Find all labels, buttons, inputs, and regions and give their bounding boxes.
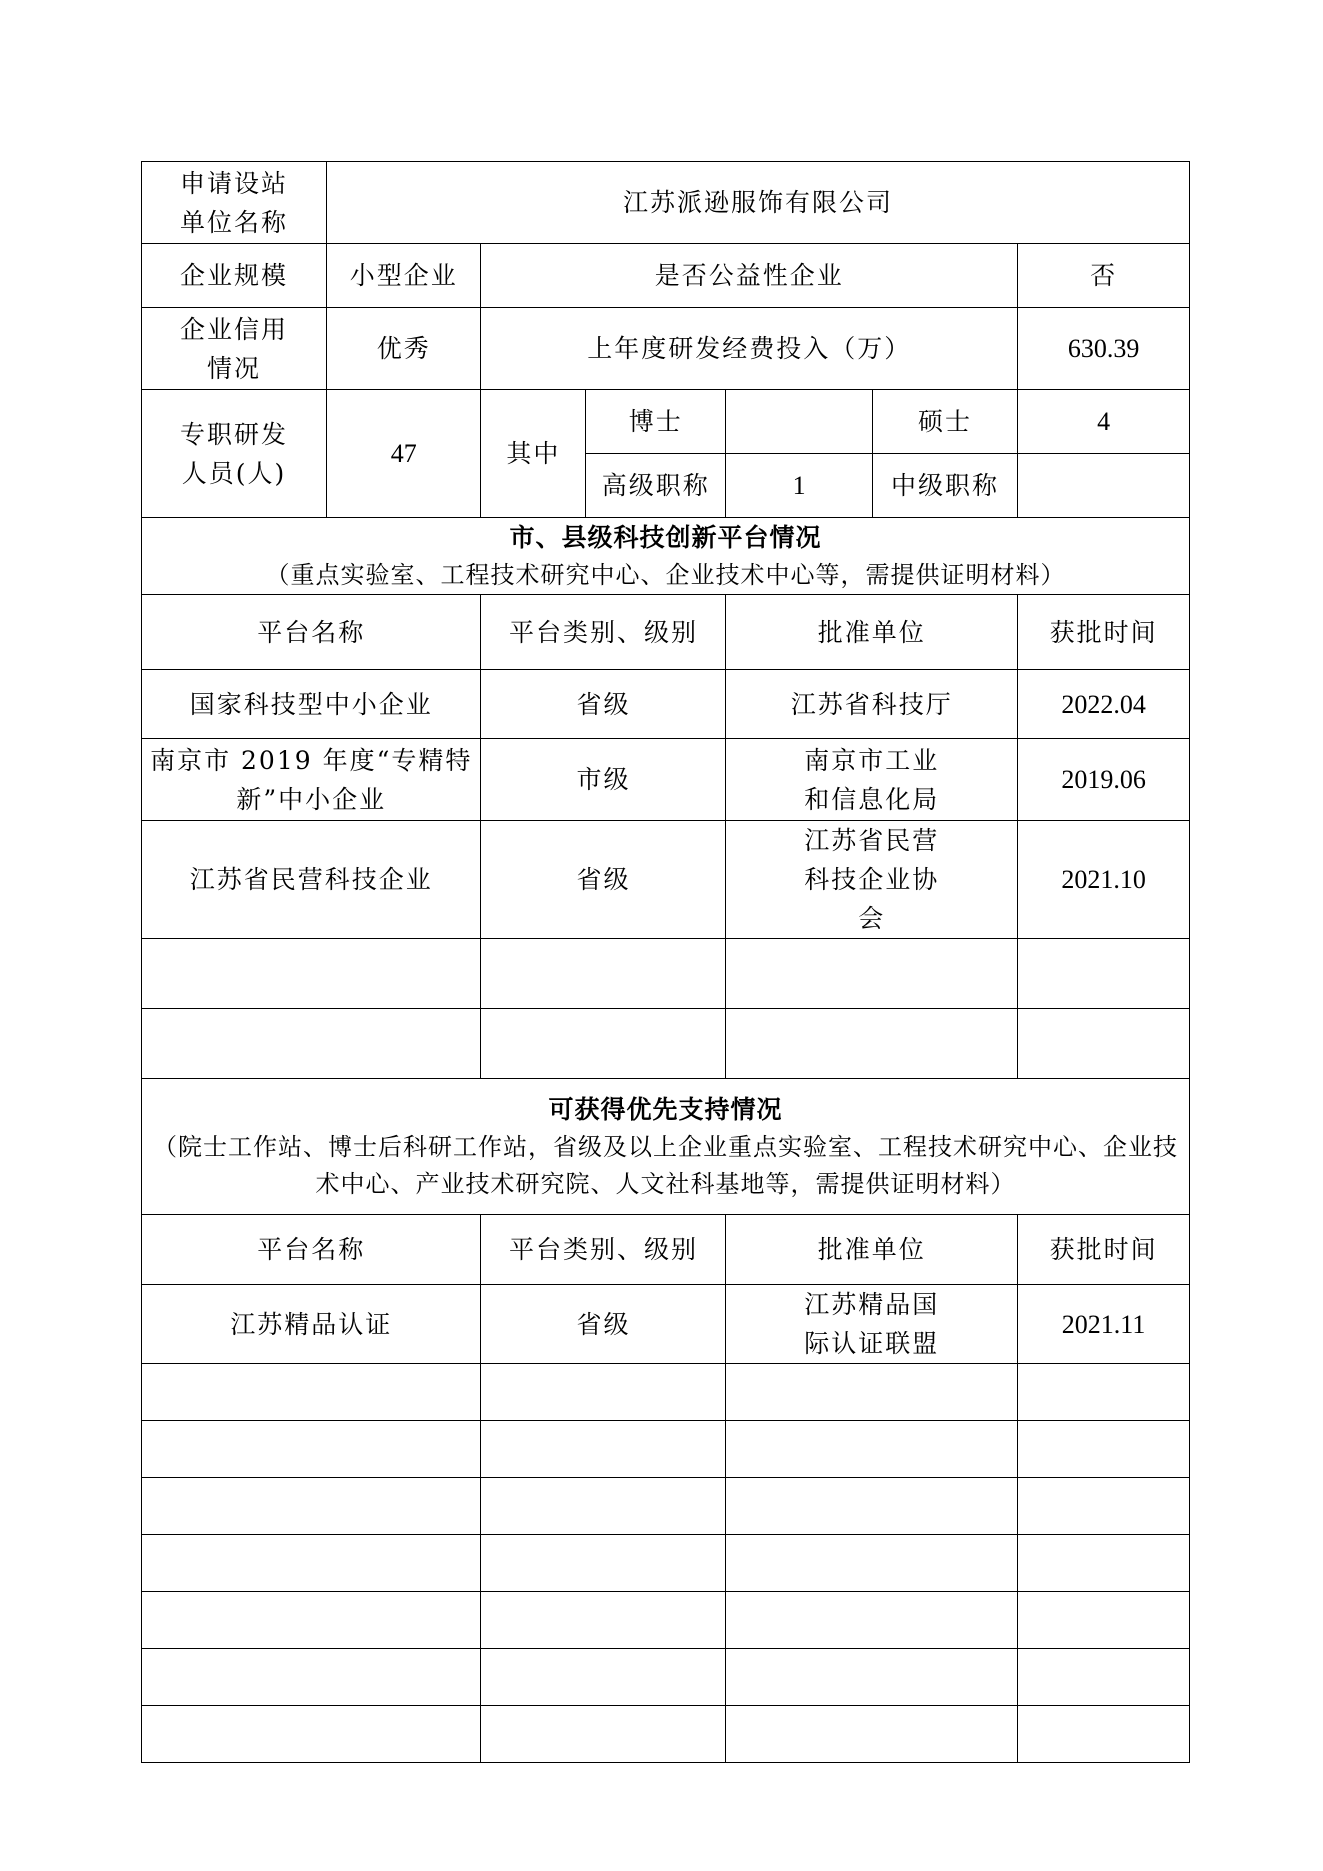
scale-label: 企业规模 [142,244,327,308]
s2-r2-category [481,1364,726,1421]
application-form [141,161,1190,1763]
section2-row [142,1535,1190,1592]
s1-r1-name: 国家科技型中小企业 [142,670,481,739]
row-scale [142,244,1190,308]
s2-r1-category: 省级 [481,1285,726,1364]
s2-r7-name [142,1649,481,1706]
s2-r5-name [142,1535,481,1592]
section1-header [142,518,1190,595]
section2-col-approver: 批准单位 [726,1215,1018,1285]
section1-row [142,1009,1190,1079]
section2-row [142,1706,1190,1763]
section1-header-cell [142,518,1190,595]
s1-r5-category [481,1009,726,1079]
section2-col-name: 平台名称 [142,1215,481,1285]
s2-r1-approver: 江苏精品国际认证联盟 [726,1285,1018,1364]
s1-r3-date: 2021.10 [1018,821,1190,939]
section2-note: （院士工作站、博士后科研工作站，省级及以上企业重点实验室、工程技术研究中心、企业技术中心、产业技术研究院、人文社科基地等，需提供证明材料） [153,1133,1178,1198]
s2-r6-category [481,1592,726,1649]
s2-r2-approver [726,1364,1018,1421]
s2-r4-category [481,1478,726,1535]
s1-r4-date [1018,939,1190,1009]
section2-header [142,1079,1190,1215]
scale-value: 小型企业 [326,244,481,308]
s2-r3-name [142,1421,481,1478]
section2-title: 可获得优先支持情况 [548,1095,783,1124]
s2-r5-category [481,1535,726,1592]
s2-r8-name [142,1706,481,1763]
nonprofit-label: 是否公益性企业 [481,244,1018,308]
staff-value: 47 [326,390,481,518]
section1-row [142,821,1190,939]
phd-label: 博士 [586,390,726,454]
section2-header-cell [142,1079,1190,1215]
s2-r8-category [481,1706,726,1763]
among-label: 其中 [481,390,586,518]
s2-r4-approver [726,1478,1018,1535]
staff-label: 专职研发人员(人) [142,390,327,518]
section2-row [142,1649,1190,1706]
section2-row [142,1285,1190,1364]
s1-r3-approver: 江苏省民营科技企业协会 [726,821,1018,939]
s2-r1-name: 江苏精品认证 [142,1285,481,1364]
row-staff-1 [142,390,1190,454]
s2-r3-category [481,1421,726,1478]
section1-col-approver: 批准单位 [726,595,1018,670]
s1-r1-category: 省级 [481,670,726,739]
rd-value: 630.39 [1018,308,1190,390]
section1-row [142,670,1190,739]
applicant-value: 江苏派逊服饰有限公司 [326,162,1189,244]
credit-label: 企业信用情况 [142,308,327,390]
s1-r3-category: 省级 [481,821,726,939]
s1-r5-name [142,1009,481,1079]
s1-r1-date: 2022.04 [1018,670,1190,739]
section2-col-date: 获批时间 [1018,1215,1190,1285]
s1-r5-approver [726,1009,1018,1079]
section2-row [142,1592,1190,1649]
s2-r2-name [142,1364,481,1421]
s2-r3-approver [726,1421,1018,1478]
s2-r4-name [142,1478,481,1535]
middle-label: 中级职称 [872,454,1017,518]
phd-value [726,390,872,454]
section2-columns [142,1215,1190,1285]
section1-col-date: 获批时间 [1018,595,1190,670]
s1-r2-category: 市级 [481,739,726,821]
s1-r2-approver: 南京市工业和信息化局 [726,739,1018,821]
master-value: 4 [1018,390,1190,454]
senior-value: 1 [726,454,872,518]
s2-r3-date [1018,1421,1190,1478]
s1-r3-name: 江苏省民营科技企业 [142,821,481,939]
s2-r8-date [1018,1706,1190,1763]
section1-row [142,739,1190,821]
s1-r5-date [1018,1009,1190,1079]
section2-row [142,1421,1190,1478]
middle-value [1018,454,1190,518]
form-table [141,161,1190,1763]
section2-col-category: 平台类别、级别 [481,1215,726,1285]
s2-r5-approver [726,1535,1018,1592]
s2-r7-approver [726,1649,1018,1706]
section1-columns [142,595,1190,670]
s2-r2-date [1018,1364,1190,1421]
s1-r4-category [481,939,726,1009]
credit-value: 优秀 [326,308,481,390]
s2-r7-date [1018,1649,1190,1706]
section2-row [142,1478,1190,1535]
senior-label: 高级职称 [586,454,726,518]
applicant-label: 申请设站单位名称 [142,162,327,244]
section1-row [142,939,1190,1009]
s2-r8-approver [726,1706,1018,1763]
section1-title: 市、县级科技创新平台情况 [509,523,822,552]
section1-col-category: 平台类别、级别 [481,595,726,670]
row-applicant [142,162,1190,244]
s1-r1-approver: 江苏省科技厅 [726,670,1018,739]
s2-r7-category [481,1649,726,1706]
row-credit [142,308,1190,390]
s2-r6-name [142,1592,481,1649]
section1-note: （重点实验室、工程技术研究中心、企业技术中心等，需提供证明材料） [265,561,1066,589]
s2-r6-date [1018,1592,1190,1649]
s2-r5-date [1018,1535,1190,1592]
nonprofit-value: 否 [1018,244,1190,308]
s1-r4-name [142,939,481,1009]
s1-r4-approver [726,939,1018,1009]
rd-label: 上年度研发经费投入（万） [481,308,1018,390]
s1-r2-name: 南京市 2019 年度“专精特新”中小企业 [142,739,481,821]
section1-col-name: 平台名称 [142,595,481,670]
s2-r4-date [1018,1478,1190,1535]
section2-row [142,1364,1190,1421]
master-label: 硕士 [872,390,1017,454]
s1-r2-date: 2019.06 [1018,739,1190,821]
s2-r6-approver [726,1592,1018,1649]
s2-r1-date: 2021.11 [1018,1285,1190,1364]
